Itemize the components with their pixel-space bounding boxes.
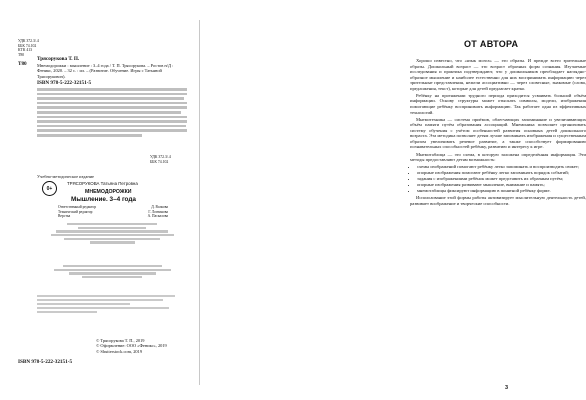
- author-name: Трясорукова Т. П.: [37, 56, 80, 62]
- credit-role: Технический редактор: [58, 209, 93, 214]
- page-number: 3: [505, 385, 509, 391]
- imprint-page: [0, 0, 200, 400]
- foreword-page: [200, 0, 586, 400]
- annotation-text: [37, 88, 187, 139]
- series-title: МНЕМОДОРОЖКИ: [85, 189, 132, 195]
- credit-role: Верстка: [58, 214, 71, 218]
- udk-line: УДК 372.3/.4: [18, 39, 39, 43]
- copyright-line: © Shutterstock.com, 2019: [96, 348, 143, 354]
- bbk-line: ББК 74.102: [150, 159, 169, 164]
- credit-name: Д. Волкова: [151, 205, 168, 209]
- isbn: ISBN 978-5-222-32151-5: [37, 80, 92, 86]
- age-rating-badge: 0+: [42, 181, 57, 196]
- credits: [58, 205, 168, 219]
- list-item: • опорные изображения развивают мышление, внимание и память;: [417, 182, 586, 188]
- udk-codes-secondary: [150, 155, 171, 164]
- paragraph: Использование этой формы работы активизирует мыслительную деятельность детей, развивает воображение и творческие способности.: [410, 195, 586, 206]
- publication-info: [37, 222, 187, 245]
- paragraph: Мнемотаблица — это схема, в которую заложена определённая информация. Эти методы предоставляют детям возможность:: [410, 151, 586, 163]
- paragraph: Ребёнку на протяжении трудного периода приходится усваивать большой объём информации. Основу структуры может отыскать символы, модели, изображения помогающие ребёнку воспринимать информацию. Так работает одна из эффективных технологий.: [410, 92, 586, 115]
- foreword-body: [410, 58, 586, 208]
- list-item: • задания с изображениями ребёнок может представить их образным путём;: [417, 176, 586, 182]
- credit-name: Г. Логвинова: [148, 209, 168, 214]
- paragraph: Хорошо известно, что «язык мозга» — это образы. И прежде всего зрительные образы. Дошкольный возраст — это возраст образных форм сознания. Изучаемые исследования и практика подтверждают, что у дошкольников преобладает наглядно-образное мышление и наиболее естественно для них воспринимать информацию через зрительные представления, нежели ассоциативно — через словесные, знакомые (слова, предложения, текст), которые для детей предлагает кратко.: [410, 58, 586, 91]
- printer-info: [37, 264, 187, 280]
- benefits-list: [410, 164, 586, 193]
- foreword-heading: ОТ АВТОРА: [464, 39, 519, 49]
- copyright-notices: [96, 338, 167, 354]
- list-item: • схемы изображений помогают ребёнку легко запоминать и воспроизводить сюжет;: [417, 164, 586, 170]
- ktk-line: КТК 413: [18, 48, 33, 53]
- udk-line: УДК 372.3/.4: [150, 155, 171, 159]
- credit-row: [58, 214, 168, 219]
- author-full-name: ТРЯСОРУКОВА Татьяна Петровна: [67, 181, 138, 186]
- bibliographic-description: Мнемодорожки : мышление : 3–4 года / Т. П. Трясорукова. – Ростов н/Д : Феникс, 2020. – 32 с. : ил. – (Развитие. Обучение. Игры с Татьяной Трясорукович).: [37, 63, 174, 79]
- certification-info: [37, 295, 187, 315]
- author-mark: Т80: [18, 61, 27, 67]
- list-item: • опорные изображения помогают ребёнку легко запоминать порядок событий;: [417, 170, 586, 176]
- book-title: Мышление. 3–4 года: [71, 196, 136, 203]
- udk-codes: [18, 39, 39, 58]
- bbk-line: ББК 74.102: [18, 43, 37, 48]
- isbn-footer: ISBN 978-5-222-32151-5: [18, 359, 73, 365]
- author-mark-line: Т80: [18, 53, 25, 58]
- edition-type: Учебно-методическое издание: [37, 174, 95, 179]
- credit-name: А. Паскалова: [147, 214, 168, 218]
- copyright-line: © Оформление: ООО «Феникс», 2019: [96, 343, 167, 349]
- credit-role: Ответственный редактор: [58, 205, 97, 209]
- list-item: • мнемотаблицы фиксируют информацию в понятной ребёнку форме.: [417, 188, 586, 194]
- copyright-line: © Трясорукова Т. П., 2019: [96, 338, 145, 343]
- paragraph: Мнемотехника — система приёмов, облегчающих запоминание и увеличивающих объём памяти путём образования ассоциаций. Мнемоника позволяет организовать систему обучения с учётом особенностей развития основных детей дошкольного возраста. Эта методика позволяет детям лучше запоминать изображения и существенным образом увеличивать речевое развитие, а также способствует формированию познавательных способностей ребёнку, развитию и интересу к игре.: [410, 116, 586, 150]
